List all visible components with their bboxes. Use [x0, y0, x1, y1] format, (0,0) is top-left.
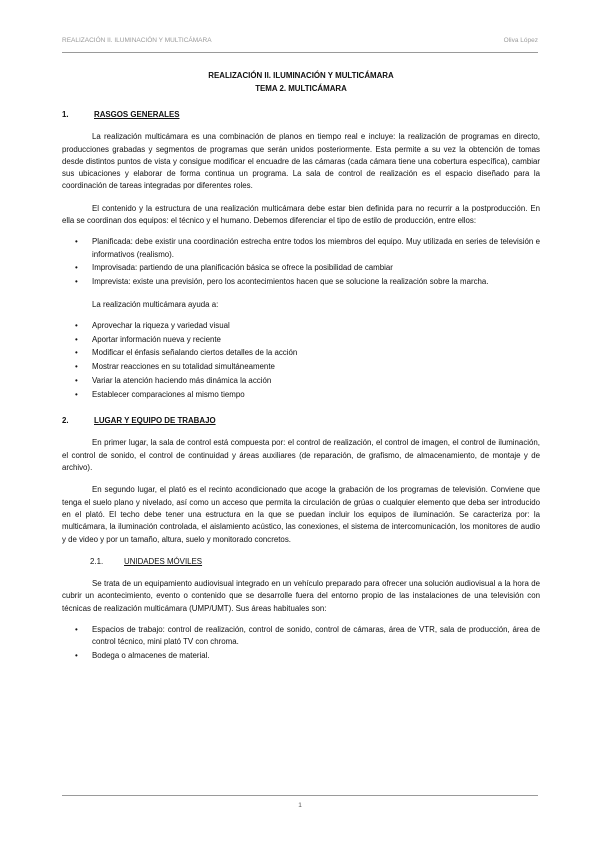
- section-2-title: LUGAR Y EQUIPO DE TRABAJO: [94, 416, 216, 426]
- bullet-icon: •: [75, 376, 78, 386]
- section-2-paragraph-2: En segundo lugar, el plató es el recinto acondicionado que acoge la grabación de los programas de televisión. Conviene que tenga el suelo plano y nivelado, así como un acceso que permita la circulación de grúas o cualquier elemento que deba ser introducido en el plató. El techo debe tener una estructura en la que se puedan incluir los equipos de iluminación. Se caracteriza por: la multicámara, la iluminación controlada, el aislamiento acústico, las conexiones, el sistema de intercomunicación, los monitores de audio y de video y por un tamaño, altura, suelo y monitorado concretos.: [62, 485, 540, 544]
- bullet-icon: •: [75, 320, 78, 330]
- bullet-icon: •: [75, 362, 78, 372]
- subsection-2-1-paragraph: Se trata de un equipamiento audiovisual integrado en un vehículo preparado para ofrecer una solución audiovisual a la hora de cubrir un acontecimiento, evento o contenido que se desarrolle fuera del entorno propio de las instalaciones de una televisión con técnicas de realización multicámara (UMP/UMT). Sus áreas habituales son:: [62, 579, 540, 613]
- section-1-paragraph-1: La realización multicámara es una combinación de planos en tiempo real e incluye: la realización de programas en directo, producciones grabadas y segmentos de programas que serán unidos posteriormente. Esta permite a su vez la obtención de tomas desde distintos puntos de vista y consigue modificar el encuadre de las cámaras (cada cámara tiene una cobertura específica), cambiar sus ubicaciones y elaborar de forma continua un programa. La sala de control de realización es el espacio diseñado para la coordinación de tareas integradas por diferentes roles.: [62, 132, 540, 191]
- list-item: • Modificar el énfasis señalando ciertos detalles de la acción: [62, 347, 540, 359]
- bullet-icon: •: [75, 334, 78, 344]
- subsection-2-1-heading: [62, 556, 540, 568]
- list-item: • Establecer comparaciones al mismo tiempo: [62, 389, 540, 401]
- production-styles-list: [62, 236, 540, 288]
- section-2-heading: [62, 415, 540, 427]
- title-line-2: TEMA 2. MULTICÁMARA: [255, 83, 347, 93]
- header-course-title: REALIZACIÓN II. ILUMINACIÓN Y MULTICÁMARA: [62, 37, 212, 44]
- bullet-icon: •: [75, 277, 78, 287]
- subsection-2-1-number: 2.1.: [90, 556, 104, 566]
- section-2-number: 2.: [62, 416, 69, 426]
- page-number: 1: [298, 802, 302, 809]
- bullet-icon: •: [75, 389, 78, 399]
- title-line-1: REALIZACIÓN II. ILUMINACIÓN Y MULTICÁMARA: [208, 71, 394, 80]
- section-1-paragraph-2: El contenido y la estructura de una realización multicámara debe estar bien definida para no recurrir a la postproducción. En ella se coordinan dos equipos: el técnico y el humano. Debemos diferenciar el tipo de estilo de producción, entre ellos:: [62, 203, 540, 226]
- list-item: • Improvisada: partiendo de una planificación básica se ofrece la posibilidad de cambiar: [62, 262, 540, 274]
- section-1-paragraph-3: La realización multicámara ayuda a:: [92, 299, 219, 309]
- list-item: • Aprovechar la riqueza y variedad visual: [62, 320, 540, 332]
- header-author: Oliva López: [503, 37, 538, 44]
- footer-divider: [62, 795, 538, 796]
- mobile-unit-areas-list: [62, 624, 540, 662]
- document-title: [62, 70, 540, 95]
- list-item: • Imprevista: existe una previsión, pero los acontecimientos hacen que se solucione la realización sobre la marcha.: [62, 276, 540, 288]
- bullet-icon: •: [75, 237, 78, 247]
- bullet-icon: •: [75, 625, 78, 634]
- section-1-heading: [62, 109, 540, 121]
- list-item: • Bodega o almacenes de material.: [62, 650, 540, 662]
- section-1-number: 1.: [62, 110, 69, 119]
- benefits-list: [62, 320, 540, 401]
- bullet-icon: •: [75, 263, 78, 273]
- section-2-paragraph-1: En primer lugar, la sala de control está compuesta por: el control de realización, el control de imagen, el control de iluminación, el control de sonido, el control de continuidad y áreas auxiliares (de reparación, de grafismo, de almacenamiento, de montaje y de archivo).: [62, 438, 540, 473]
- list-item: • Aportar información nueva y reciente: [62, 334, 540, 346]
- header-divider: [62, 52, 538, 53]
- list-item: • Mostrar reacciones en su totalidad simultáneamente: [62, 361, 540, 373]
- section-1-title: RASGOS GENERALES: [94, 110, 180, 119]
- list-item: • Variar la atención haciendo más dinámica la acción: [62, 375, 540, 387]
- list-item: • Espacios de trabajo: control de realización, control de sonido, control de cámaras, área de VTR, sala de producción, área de control técnico, mini plató TV con chroma.: [75, 625, 540, 647]
- bullet-icon: •: [75, 348, 78, 358]
- document-body: [62, 70, 540, 664]
- bullet-icon: •: [75, 651, 78, 661]
- subsection-2-1-title: UNIDADES MÓVILES: [124, 556, 203, 566]
- list-item: • Planificada: debe existir una coordinación estrecha entre todos los miembros del equipo. Muy utilizada en series de televisión e informativos (realismo).: [75, 237, 540, 259]
